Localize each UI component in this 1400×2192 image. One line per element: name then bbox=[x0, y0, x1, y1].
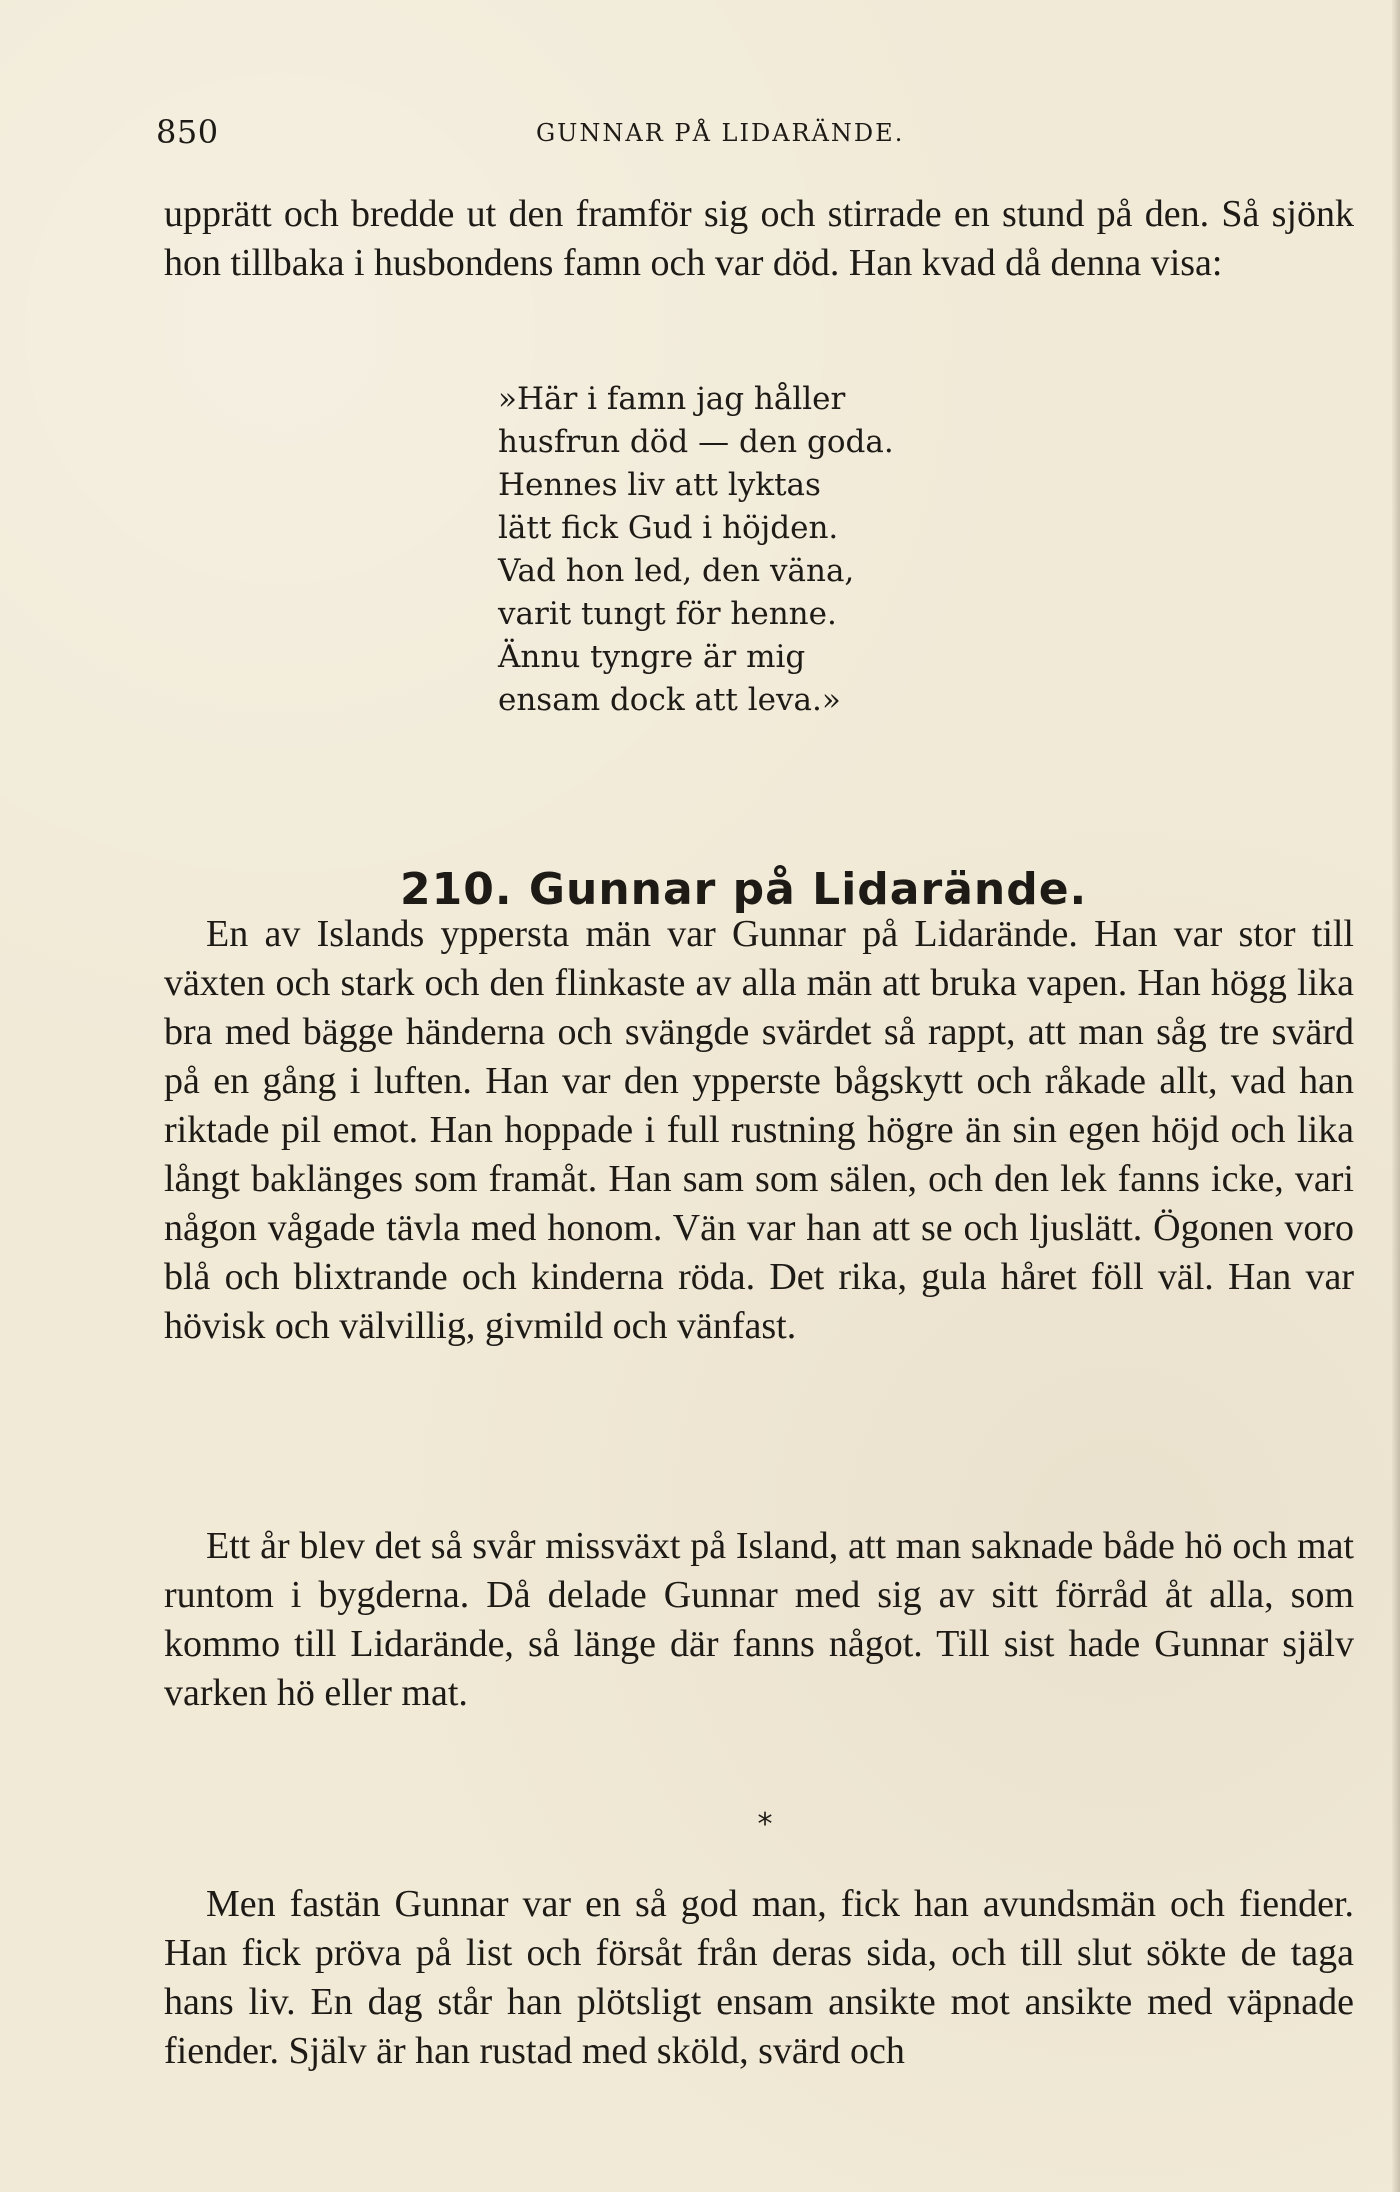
paragraph-famine: Ett år blev det så svår missväxt på Island, att man saknade både hö och mat runtom i bygderna. Då delade Gunnar med sig av sitt förråd åt alla, som kommo till Lidarände, så länge där fanns något. Till sist hade Gunnar själv varken hö eller mat. bbox=[164, 1525, 1354, 1714]
paragraph-enemies: Men fastän Gunnar var en så god man, fick han avundsmän och fiender. Han fick pröva på list och försåt från deras sida, och till slut sökte de taga hans liv. En dag står han plötsligt ensam ansikte mot ansikte med väpnade fiender. Själv är han rustad med sköld, svärd och bbox=[164, 1883, 1354, 2072]
poem-block bbox=[498, 378, 1058, 722]
section-separator: * bbox=[757, 1807, 773, 1842]
section-title: 210. Gunnar på Lidarände. bbox=[400, 863, 1088, 915]
page-number: 850 bbox=[156, 113, 219, 151]
poem-line: Ännu tyngre är mig bbox=[498, 639, 806, 675]
poem-line: »Här i famn jag håller bbox=[498, 381, 846, 417]
poem-line: varit tungt för henne. bbox=[498, 596, 837, 632]
poem-line: ensam dock att leva.» bbox=[498, 682, 841, 718]
page-header bbox=[156, 114, 1346, 154]
poem-line: lätt fick Gud i höjden. bbox=[498, 510, 839, 546]
intro-paragraph: upprätt och bredde ut den framför sig och stirrade en stund på den. Så sjönk hon tillbaka i husbondens famn och var död. Han kvad då denna visa: bbox=[164, 193, 1354, 284]
poem-line: husfrun död — den goda. bbox=[498, 424, 894, 460]
page-edge bbox=[1392, 0, 1400, 2192]
paragraph-gunnar-description: En av Islands yppersta män var Gunnar på Lidarände. Han var stor till växten och stark och den flinkaste av alla män att bruka vapen. Han högg lika bra med bägge händerna och svängde svärdet så rappt, att man såg tre svärd på en gång i luften. Han var den ypperste bågskytt och råkade allt, vad han riktade pil emot. Han hoppade i full rustning högre än sin egen höjd och lika långt baklänges som framåt. Han sam som sälen, och den lek fanns icke, vari någon vågade tävla med honom. Vän var han att se och ljuslätt. Ögonen voro blå och blixtrande och kinderna röda. Det rika, gula håret föll väl. Han var hövisk och välvillig, givmild och vänfast. bbox=[164, 913, 1354, 1347]
poem-line: Hennes liv att lyktas bbox=[498, 467, 821, 503]
poem-line: Vad hon led, den väna, bbox=[498, 553, 855, 589]
running-head: GUNNAR PÅ LIDARÄNDE. bbox=[536, 119, 905, 147]
